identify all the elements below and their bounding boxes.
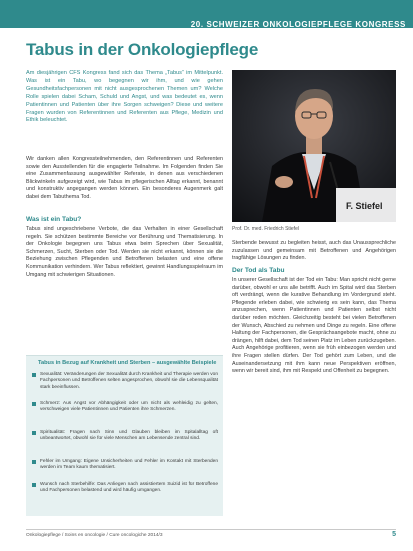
- bullet-square: [32, 483, 36, 487]
- info-box-title: Tabus in Bezug auf Krankheit und Sterben – ausgewählte Beispiele: [38, 360, 217, 366]
- bullet-square: [32, 460, 36, 464]
- info-box-item-text: Schmerz: Aus Angst vor Abhängigkeit oder um nicht als wehleidig zu gelten, verschweigen viele Patientinnen und Patienten ihre Schmerzen.: [40, 401, 218, 413]
- congress-header: 20. SCHWEIZER ONKOLOGIEPFLEGE KONGRESS: [190, 20, 406, 29]
- photo-caption: Prof. Dr. med. Friedrich Stiefel: [232, 226, 299, 232]
- info-box-item-text: Fehler im Umgang: Eigene Unsicherheiten und Fehler im Kontakt mit Sterbenden werden im Team kaum thematisiert.: [40, 459, 218, 471]
- bullet-square: [32, 373, 36, 377]
- info-box-item-text: Sexualität: Veränderungen der Sexualität durch Krankheit und Therapie werden von Fachpersonen und Betroffenen selten angesprochen, obwohl sie die Lebensqualität stark beeinflussen.: [40, 372, 218, 390]
- info-box-item-text: Wunsch nach Sterbehilfe: Das Anliegen nach assistiertem Suizid ist für Betroffene und Fachpersonen belastend und wird häufig umgangen.: [40, 482, 218, 494]
- speaker-name-sign: F. Stiefel: [346, 201, 383, 211]
- right-paragraph: Sterbende bewusst zu begleiten heisst, auch das Unaussprechliche zuzulassen und gemeinsam mit Betroffenen und Angehörigen tragfähige Lösungen zu finden.: [232, 240, 396, 262]
- subhead-death-taboo: Der Tod als Tabu: [232, 267, 285, 274]
- bullet-square: [32, 402, 36, 406]
- page-number: 5: [392, 531, 396, 538]
- article-title: Tabus in der Onkologiepflege: [26, 40, 259, 59]
- subhead-what-is-taboo: Was ist ein Tabu?: [26, 216, 82, 223]
- footer-publication: Onkologiepflege / Soins en oncologie / Cure oncologiche 2014/3: [26, 533, 163, 538]
- paragraph-2: Tabus sind ungeschriebene Verbote, die das Verhalten in einer Gesellschaft regeln. Sie schützen bestimmte Bereiche vor Berührung und Thematisierung. In der Onkologie begegnen uns Tabus etwa beim Sprechen über Sexualität, Schmerzen, Sucht, Sterben oder Tod. Werden sie nicht erkannt, können sie die Beziehung zwischen Pflegenden und Betroffenen belasten und eine offene Kommunikation verhindern. Wer Tabus reflektiert, gewinnt Handlungsspielraum im Umgang mit schwierigen Situationen.: [26, 226, 223, 278]
- paragraph-1: Wir danken allen Kongressteilnehmenden, den Referentinnen und Referenten sowie den Ausstellenden für die engagierte Teilnahme. Im Folgenden finden Sie eine Zusammenfassung ausgewählter Referate, in denen aus verschiedenen Blickwinkeln aufgezeigt wird, wie Tabus im pflegerischen Alltag erkannt, benannt und konstruktiv angegangen werden können. Ein besonderes Augenmerk galt dabei dem Tabuthema Tod.: [26, 156, 223, 200]
- paragraph-3: In unserer Gesellschaft ist der Tod ein Tabu: Man spricht nicht gerne darüber, obwohl er uns alle betrifft. Auch im Spital wird das Sterben oft verdrängt, wenn die kurative Behandlung im Vordergrund steht. Pflegende erleben dabei, wie schwierig es sein kann, das Thema anzusprechen, wenn Patientinnen und Patienten selbst nicht darüber reden möchten. Gleichzeitig besteht bei vielen Betroffenen der Wunsch, Abschied zu nehmen und Dinge zu regeln. Eine offene Haltung der Fachpersonen, die Gesprächsangebote macht, ohne zu drängen, hilft dabei, dem Tod seinen Platz im Leben zurückzugeben. Auch Angehörige profitieren, wenn sie früh einbezogen werden und ihre Fragen stellen dürfen. Der Tod gehört zum Leben, und die Auseinandersetzung mit ihm kann neue Perspektiven eröffnen, wenn wir bereit sind, ihm mit Respekt und Offenheit zu begegnen.: [232, 277, 396, 375]
- footer-rule: [26, 529, 396, 530]
- info-box-item-text: Spiritualität: Fragen nach Sinn und Glauben bleiben im Spitalalltag oft unbeantwortet, obwohl sie für viele Menschen am Lebensende zentral sind.: [40, 430, 218, 442]
- speaker-photo: [232, 70, 396, 222]
- bullet-square: [32, 431, 36, 435]
- article-intro: Am diesjährigen CFS Kongress fand sich das Thema „Tabus“ im Mittelpunkt. Was ist ein Tabu, wo begegnen wir ihm, und wie gehen Gesundheitsfachpersonen mit nicht ausgesprochenen Themen um? Welche Rolle spielen dabei Scham, Schuld und Angst, und was bedeutet es, wenn Patientinnen und Patienten über ihre Sorgen schweigen? Diese und weitere Fragen wurden von Referentinnen und Referenten aus Pflege, Medizin und Ethik beleuchtet.: [26, 70, 223, 124]
- info-box: [26, 355, 223, 516]
